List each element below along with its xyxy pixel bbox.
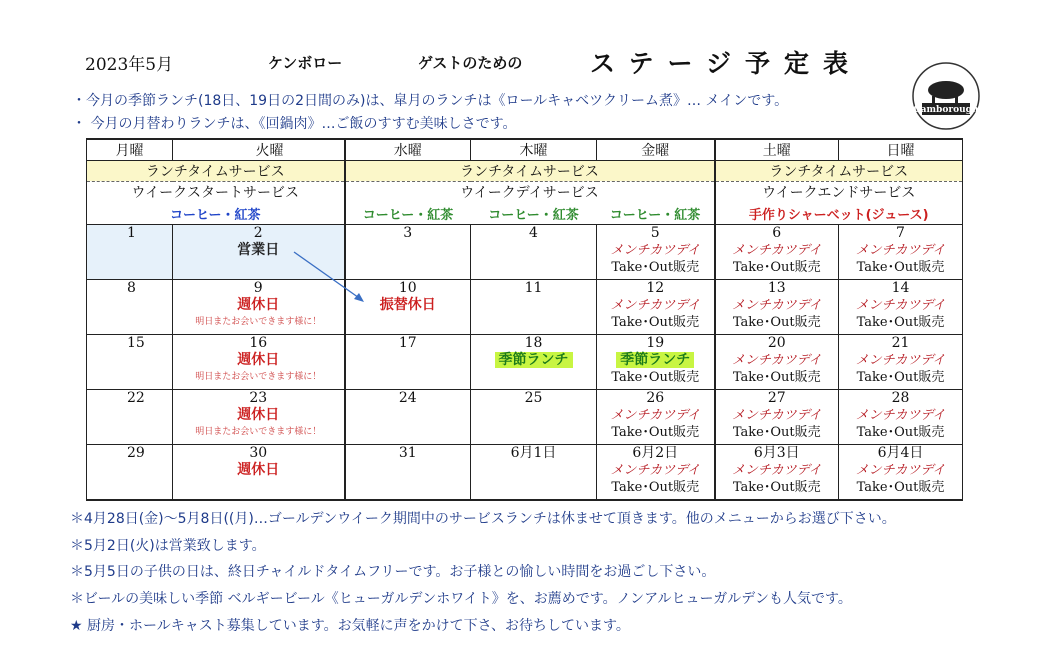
- cell-text: 25: [524, 390, 543, 406]
- schedule-calendar: [86, 138, 963, 501]
- day-cell: [597, 335, 715, 390]
- day-cell: [173, 445, 345, 501]
- cell-text: 21: [891, 335, 910, 351]
- cell-text: 6月4日: [877, 445, 924, 461]
- day-cell: [839, 445, 963, 501]
- cell-text: 7: [896, 225, 905, 241]
- cell-text: メンチカツデイ: [731, 243, 822, 258]
- cell-text: 週休日: [237, 352, 280, 368]
- coffee-tea-label: コーヒー・紅茶: [170, 207, 261, 223]
- cell-text: 10: [398, 280, 417, 296]
- day-cell: [597, 280, 715, 335]
- lunch-service-label: ランチタイムサービス: [715, 161, 963, 182]
- footer-note: ＊5月2日(火)は営業致します。: [70, 538, 266, 554]
- day-cell: [471, 390, 597, 445]
- weekday-header: 土曜: [715, 139, 839, 161]
- cell-text: 5: [650, 225, 660, 241]
- cell-text: 明日またお会いできます様に！: [195, 372, 322, 382]
- brand-name: ケンボロー: [268, 54, 343, 72]
- cell-text: Take･Out販売: [856, 480, 945, 495]
- coffee-tea-label: コーヒー・紅茶: [597, 202, 715, 225]
- day-cell: [839, 225, 963, 280]
- cell-text: 明日またお会いできます様に！: [195, 427, 322, 437]
- cell-text: 26: [646, 390, 665, 406]
- weekday-service: ウイークデイサービス: [345, 182, 715, 203]
- seasonal-lunch-label: 季節ランチ: [495, 352, 573, 368]
- cell-text: メンチカツデイ: [610, 463, 701, 478]
- cell-text: 27: [767, 390, 786, 406]
- footer-note: ＊4月28日(金)～5月8日((月)…ゴールデンウイーク期間中のサービスランチは休ませて頂きます。他のメニューからお選び下さい。: [70, 511, 896, 527]
- week-row: [87, 390, 963, 445]
- day-cell: [715, 445, 839, 501]
- cell-text: Take･Out販売: [732, 370, 821, 385]
- cell-text: 週休日: [237, 297, 280, 313]
- cell-text: 24: [398, 390, 417, 406]
- cell-text: 週休日: [237, 407, 280, 423]
- cell-text: Take･Out販売: [856, 425, 945, 440]
- weekday-header: 水曜: [345, 139, 471, 161]
- cell-text: 2: [253, 225, 263, 241]
- coffee-tea-label: コーヒー・紅茶: [471, 202, 597, 225]
- cell-text: 明日またお会いできます様に！: [195, 317, 322, 327]
- cell-text: 1: [127, 225, 136, 241]
- cell-text: Take･Out販売: [732, 315, 821, 330]
- arrow-icon: [290, 248, 370, 308]
- week-start-service: ウイークスタートサービス: [87, 182, 345, 203]
- day-cell: [87, 280, 173, 335]
- cell-text: 6月1日: [510, 445, 557, 461]
- cell-text: メンチカツデイ: [731, 463, 822, 478]
- day-cell: [87, 445, 173, 501]
- day-cell: [471, 280, 597, 335]
- cell-text: 22: [127, 390, 145, 406]
- week-row: [87, 335, 963, 390]
- cell-text: メンチカツデイ: [855, 243, 946, 258]
- page-title: ステージ予定表: [590, 49, 863, 78]
- footer-note: ＊5月5日の子供の日は、終日チャイルドタイムフリーです。お子様との愉しい時間をお過ごし下さい。: [70, 564, 716, 580]
- day-cell: [87, 335, 173, 390]
- cell-text: メンチカツデイ: [855, 298, 946, 313]
- cell-text: メンチカツデイ: [610, 408, 701, 423]
- weekday-header: 木曜: [471, 139, 597, 161]
- cell-text: Take･Out販売: [611, 260, 700, 275]
- day-cell: [839, 280, 963, 335]
- cell-text: 週休日: [237, 462, 280, 478]
- cell-text: 6: [772, 225, 782, 241]
- open-day-label: 営業日: [237, 242, 280, 258]
- day-cell: [345, 390, 471, 445]
- weekday-header-row: [87, 139, 963, 161]
- cell-text: 12: [646, 280, 665, 296]
- day-cell: [715, 335, 839, 390]
- cell-text: Take･Out販売: [856, 260, 945, 275]
- day-cell: [471, 335, 597, 390]
- cell-text: メンチカツデイ: [610, 243, 701, 258]
- cell-text: メンチカツデイ: [731, 353, 822, 368]
- cell-text: 20: [767, 335, 786, 351]
- coffee-tea-label: コーヒー・紅茶: [345, 202, 471, 225]
- cell-text: 9: [253, 280, 263, 296]
- restaurant-logo: [910, 60, 982, 132]
- cell-text: 18: [524, 335, 543, 351]
- cell-text: Take･Out販売: [611, 480, 700, 495]
- cell-text: Take･Out販売: [732, 425, 821, 440]
- cell-text: 3: [403, 225, 413, 241]
- day-cell: [597, 225, 715, 280]
- cell-text: Take･Out販売: [732, 480, 821, 495]
- guest-label: ゲストのための: [418, 54, 523, 72]
- cell-text: 8: [127, 280, 136, 296]
- day-cell: [471, 225, 597, 280]
- cell-text: 17: [398, 335, 417, 351]
- lunch-service-label: ランチタイムサービス: [345, 161, 715, 182]
- day-cell: [173, 335, 345, 390]
- cell-text: 4: [529, 225, 538, 241]
- cell-text: 31: [398, 445, 417, 461]
- cell-text: 6月2日: [632, 445, 679, 461]
- day-cell: [597, 390, 715, 445]
- cell-text: 23: [249, 390, 268, 406]
- cell-text: Take･Out販売: [732, 260, 821, 275]
- day-cell: [345, 335, 471, 390]
- day-cell: [839, 335, 963, 390]
- monthly-lunch-note: ・ 今月の月替わりランチは、《回鍋肉》…ご飯のすすむ美味しさです。: [72, 116, 517, 132]
- cell-text: 28: [891, 390, 910, 406]
- week-row: [87, 225, 963, 280]
- day-cell: [715, 225, 839, 280]
- week-row: [87, 280, 963, 335]
- day-cell: [715, 390, 839, 445]
- cell-text: Camborough: [913, 105, 979, 115]
- sherbet-label: 手作りシャーベット(ジュース): [715, 202, 963, 225]
- cell-text: メンチカツデイ: [610, 298, 701, 313]
- week-row: [87, 445, 963, 501]
- lunch-service-label: ランチタイムサービス: [87, 161, 345, 182]
- cell-text: Take･Out販売: [611, 425, 700, 440]
- cell-text: Take･Out販売: [611, 370, 700, 385]
- cell-text: メンチカツデイ: [855, 353, 946, 368]
- seasonal-lunch-note: ・今月の季節ランチ(18日、19日の2日間のみ)は、皐月のランチは《ロールキャベツクリーム煮》… メインです。: [72, 93, 789, 109]
- cell-text: 11: [524, 280, 543, 296]
- footer-note: ★ 厨房・ホールキャスト募集しています。お気軽に声をかけて下さ、お待ちしています。: [70, 618, 630, 634]
- day-cell: [87, 225, 173, 280]
- cell-text: 13: [767, 280, 786, 296]
- cell-text: 30: [249, 445, 268, 461]
- weekday-header: 金曜: [597, 139, 715, 161]
- day-cell: [839, 390, 963, 445]
- cell-text: Take･Out販売: [611, 315, 700, 330]
- cell-text: 15: [127, 335, 145, 351]
- cell-text: 19: [646, 335, 665, 351]
- weekday-header: 日曜: [839, 139, 963, 161]
- weekend-service: ウイークエンドサービス: [715, 182, 963, 203]
- seasonal-lunch-label: 季節ランチ: [616, 352, 694, 368]
- cell-text: 6月3日: [753, 445, 800, 461]
- day-cell: [597, 445, 715, 501]
- cell-text: メンチカツデイ: [731, 298, 822, 313]
- cell-text: Take･Out販売: [856, 370, 945, 385]
- substitute-holiday-label: 振替休日: [379, 297, 436, 313]
- cell-text: 29: [127, 445, 145, 461]
- cell-text: メンチカツデイ: [855, 408, 946, 423]
- day-cell: [715, 280, 839, 335]
- cell-text: メンチカツデイ: [731, 408, 822, 423]
- footer-note: ＊ビールの美味しい季節 ベルギービール《ヒューガルデンホワイト》を、お薦めです。ノンアルヒューガルデンも人気です。: [70, 591, 852, 607]
- day-cell: [173, 390, 345, 445]
- page-date: 2023年5月: [85, 55, 174, 75]
- weekday-header: 月曜: [87, 139, 173, 161]
- cell-text: Take･Out販売: [856, 315, 945, 330]
- day-cell: [471, 445, 597, 501]
- cell-text: メンチカツデイ: [855, 463, 946, 478]
- weekday-header: 火曜: [173, 139, 345, 161]
- day-cell: [345, 445, 471, 501]
- cell-text: 16: [249, 335, 268, 351]
- day-cell: [87, 390, 173, 445]
- cell-text: 14: [891, 280, 910, 296]
